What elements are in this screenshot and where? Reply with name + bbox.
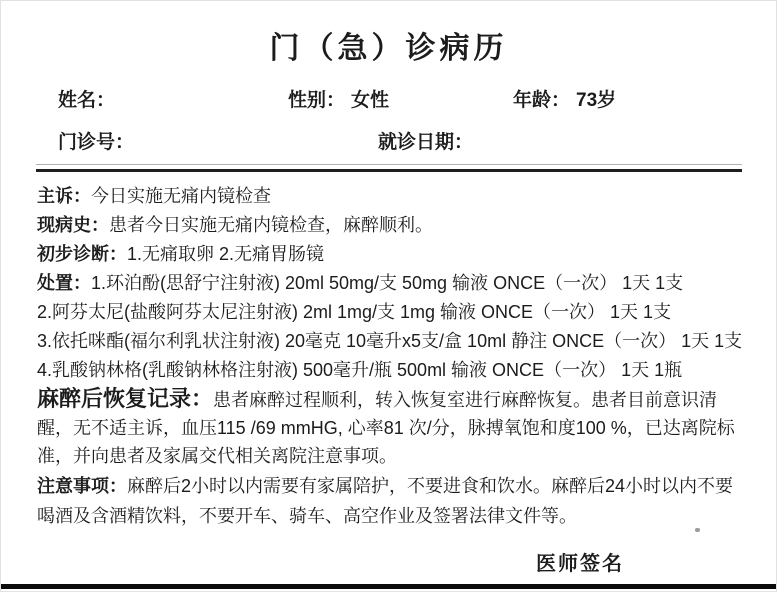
age-value: 73岁 (576, 90, 617, 111)
disposal-item-1: 1.环泊酚(思舒宁注射液) 20ml 50mg/支 50mg 输液 ONCE（一次） 1天 1支 (91, 273, 684, 293)
clinic-number-field (58, 127, 378, 154)
precautions-label: 注意事项： (37, 476, 127, 496)
recovery-record-label: 麻醉后恢复记录： (37, 386, 214, 411)
disposal-label: 处置： (37, 273, 91, 293)
disposal-line-2 (37, 298, 746, 326)
visit-date-label: 就诊日期： (378, 132, 474, 153)
recovery-record-paragraph (37, 385, 746, 470)
present-illness-line (37, 211, 746, 239)
name-field (58, 85, 288, 112)
disposal-line-1 (37, 269, 746, 297)
disposal-item-4: 4.乳酸钠林格(乳酸钠林格注射液) 500毫升/瓶 500ml 输液 ONCE（一次） 1天 1瓶 (37, 360, 683, 380)
recovery-record-text: 患者麻醉过程顺利，转入恢复室进行麻醉恢复。患者目前意识清醒，无不适主诉，血压115 /69 mmHG, 心率81 次/分，脉搏氧饱和度100 %，已达离院标准，并向患者及家属交代相关离院注意事项。 (37, 390, 735, 466)
record-body (1, 172, 776, 576)
header-divider (36, 164, 742, 172)
age-field (513, 85, 616, 112)
bottom-rule (1, 584, 776, 589)
gender-value: 女性 (351, 90, 390, 111)
chief-complaint-text: 今日实施无痛内镜检查 (91, 186, 271, 206)
patient-info-row (1, 85, 776, 112)
clinic-number-label: 门诊号： (58, 132, 135, 153)
name-label: 姓名： (58, 90, 116, 111)
present-illness-text: 患者今日实施无痛内镜检查，麻醉顺利。 (109, 215, 433, 235)
disposal-item-3: 3.依托咪酯(福尔利乳状注射液) 20毫克 10毫升x5支/盒 10ml 静注 ONCE（一次） 1天 1支 (37, 331, 743, 351)
visit-info-row (1, 127, 776, 154)
disposal-item-2: 2.阿芬太尼(盐酸阿芬太尼注射液) 2ml 1mg/支 1mg 输液 ONCE（一次） 1天 1支 (37, 302, 672, 322)
visit-date-field (378, 127, 479, 154)
preliminary-diagnosis-line (37, 240, 746, 268)
page-title: 门（急）诊病历 (269, 32, 508, 65)
disposal-line-4 (37, 356, 746, 384)
scan-artifact-dot (695, 528, 700, 532)
chief-complaint-label: 主诉： (37, 186, 91, 206)
doctor-signature-label: 医师签名 (536, 553, 624, 575)
age-label: 年龄： (513, 90, 571, 111)
gender-label: 性别： (288, 90, 346, 111)
disposal-line-3 (37, 327, 746, 355)
gender-field (288, 85, 513, 112)
present-illness-label: 现病史： (37, 215, 109, 235)
preliminary-diagnosis-text: 1.无痛取卵 2.无痛胃肠镜 (127, 244, 325, 264)
precautions-text: 麻醉后2小时以内需要有家属陪护，不要进食和饮水。麻醉后24小时以内不要喝酒及含酒精饮料，不要开车、骑车、高空作业及签署法律文件等。 (37, 476, 734, 526)
preliminary-diagnosis-label: 初步诊断： (37, 244, 127, 264)
precautions-paragraph (37, 471, 746, 531)
chief-complaint-line (37, 182, 746, 210)
